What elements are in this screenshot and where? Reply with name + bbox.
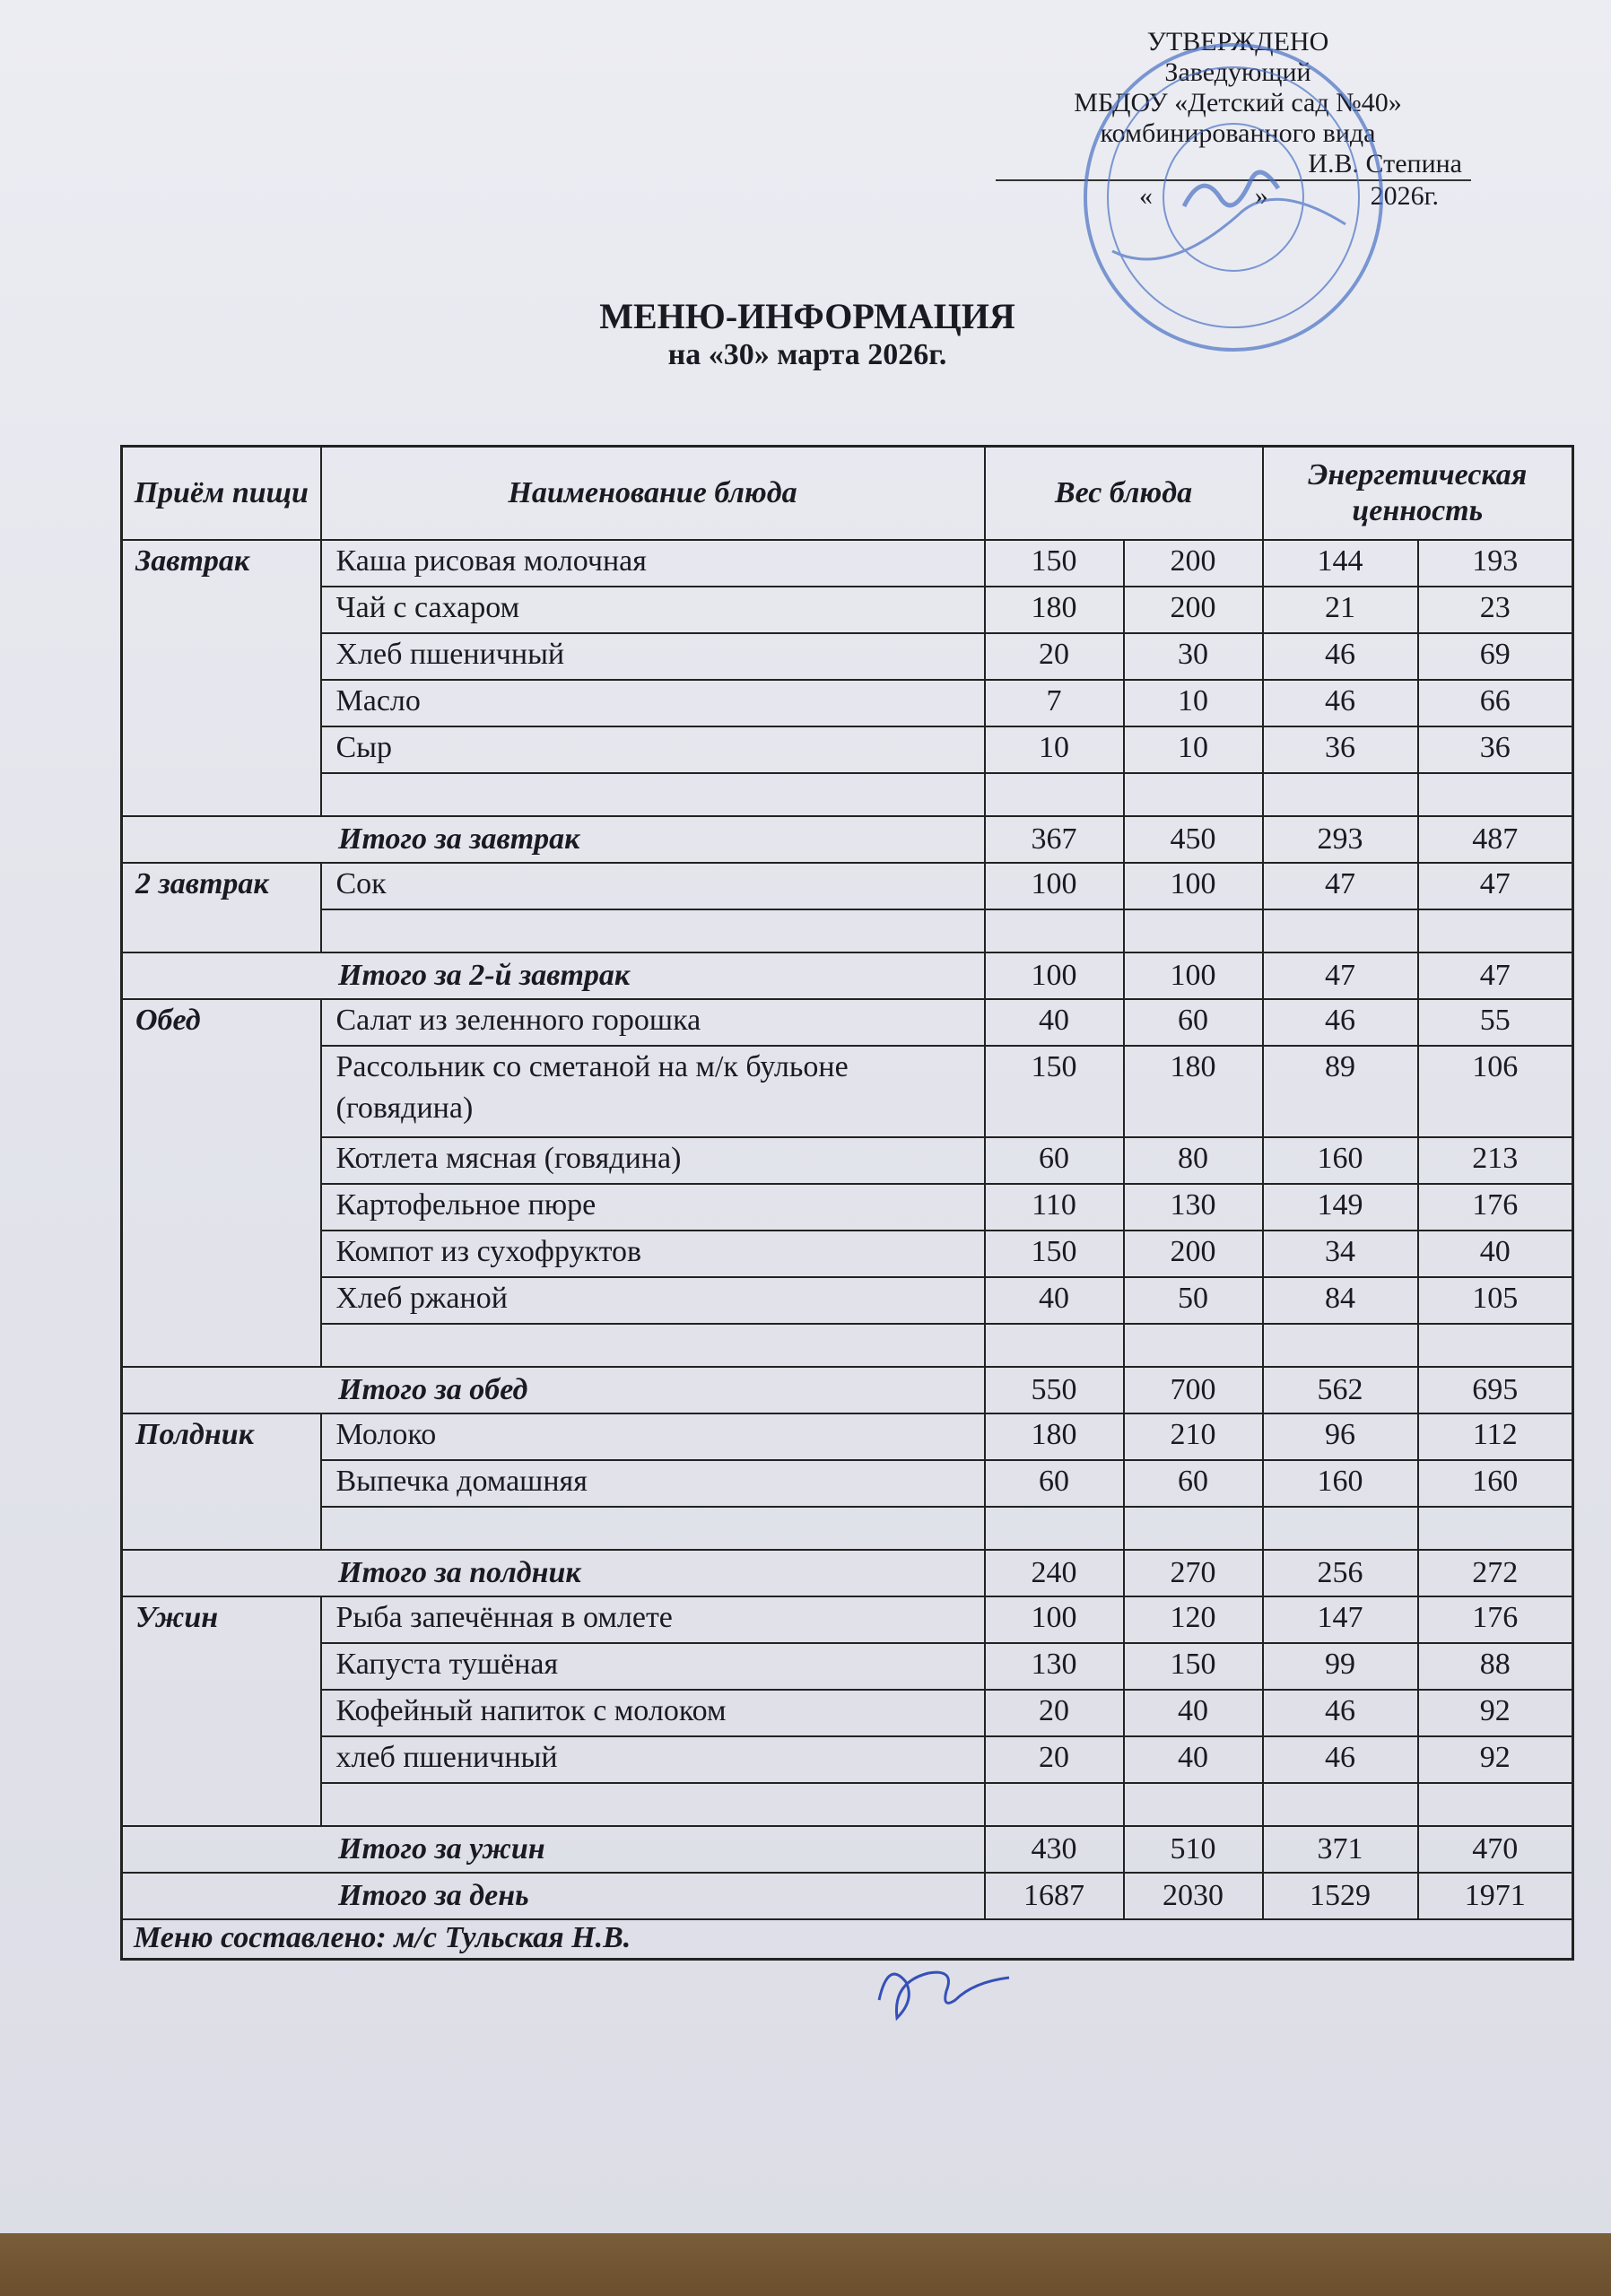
approval-date-open: « bbox=[1139, 181, 1153, 211]
blank-cell bbox=[1124, 1783, 1263, 1826]
dish-e2: 92 bbox=[1418, 1690, 1573, 1736]
dish-w2: 100 bbox=[1124, 863, 1263, 909]
meal-name: Завтрак bbox=[122, 540, 321, 816]
dish-name: Капуста тушёная bbox=[321, 1643, 985, 1690]
dish-name: Хлеб пшеничный bbox=[321, 633, 985, 680]
blank-cell bbox=[321, 1783, 985, 1826]
dish-w1: 40 bbox=[985, 999, 1124, 1046]
table-row bbox=[122, 1046, 1573, 1137]
dish-name: Картофельное пюре bbox=[321, 1184, 985, 1231]
blank-row bbox=[122, 909, 1573, 952]
col-header-meal: Приём пищи bbox=[122, 447, 321, 540]
dish-w2: 60 bbox=[1124, 1460, 1263, 1507]
dish-e1: 160 bbox=[1263, 1137, 1418, 1184]
dish-w1: 10 bbox=[985, 726, 1124, 773]
total-w2: 510 bbox=[1124, 1826, 1263, 1873]
blank-cell bbox=[985, 773, 1124, 816]
dish-e2: 176 bbox=[1418, 1184, 1573, 1231]
dish-e1: 89 bbox=[1263, 1046, 1418, 1137]
dish-e1: 21 bbox=[1263, 587, 1418, 633]
meal-name: Обед bbox=[122, 999, 321, 1367]
approval-date-year: 2026г. bbox=[1370, 181, 1439, 211]
blank-cell bbox=[1418, 1324, 1573, 1367]
total-e1: 371 bbox=[1263, 1826, 1418, 1873]
meal-name: Полдник bbox=[122, 1413, 321, 1550]
dish-w2: 130 bbox=[1124, 1184, 1263, 1231]
dish-w2: 120 bbox=[1124, 1596, 1263, 1643]
dish-w2: 180 bbox=[1124, 1046, 1263, 1137]
meal-name: Ужин bbox=[122, 1596, 321, 1826]
blank-cell bbox=[985, 909, 1124, 952]
table-row bbox=[122, 1413, 1573, 1460]
table-row bbox=[122, 540, 1573, 587]
dish-e1: 46 bbox=[1263, 1690, 1418, 1736]
col-header-weight: Вес блюда bbox=[985, 447, 1263, 540]
day-total-w1: 1687 bbox=[985, 1873, 1124, 1919]
dish-e2: 69 bbox=[1418, 633, 1573, 680]
approval-date-day: » bbox=[1254, 181, 1268, 211]
dish-w1: 180 bbox=[985, 587, 1124, 633]
section-total-label: Итого за обед bbox=[122, 1367, 985, 1413]
dish-w1: 150 bbox=[985, 540, 1124, 587]
table-row bbox=[122, 633, 1573, 680]
dish-w1: 60 bbox=[985, 1137, 1124, 1184]
total-e2: 487 bbox=[1418, 816, 1573, 863]
dish-w2: 150 bbox=[1124, 1643, 1263, 1690]
dish-e1: 84 bbox=[1263, 1277, 1418, 1324]
dish-name: Масло bbox=[321, 680, 985, 726]
col-header-energy: Энергетическая ценность bbox=[1263, 447, 1573, 540]
table-row bbox=[122, 1184, 1573, 1231]
total-w2: 100 bbox=[1124, 952, 1263, 999]
total-w2: 450 bbox=[1124, 816, 1263, 863]
blank-cell bbox=[985, 1783, 1124, 1826]
dish-e2: 193 bbox=[1418, 540, 1573, 587]
section-total-label: Итого за 2-й завтрак bbox=[122, 952, 985, 999]
dish-e2: 213 bbox=[1418, 1137, 1573, 1184]
dish-name: Чай с сахаром bbox=[321, 587, 985, 633]
dish-e2: 106 bbox=[1418, 1046, 1573, 1137]
dish-name: Молоко bbox=[321, 1413, 985, 1460]
dish-w2: 200 bbox=[1124, 540, 1263, 587]
section-total-row bbox=[122, 1826, 1573, 1873]
table-row bbox=[122, 1460, 1573, 1507]
dish-w2: 40 bbox=[1124, 1736, 1263, 1783]
dish-w2: 60 bbox=[1124, 999, 1263, 1046]
dish-name: хлеб пшеничный bbox=[321, 1736, 985, 1783]
blank-cell bbox=[1418, 773, 1573, 816]
blank-cell bbox=[1124, 909, 1263, 952]
dish-e1: 46 bbox=[1263, 680, 1418, 726]
dish-name: Каша рисовая молочная bbox=[321, 540, 985, 587]
dish-w2: 200 bbox=[1124, 587, 1263, 633]
dish-e1: 144 bbox=[1263, 540, 1418, 587]
dish-name: Сок bbox=[321, 863, 985, 909]
dish-w1: 60 bbox=[985, 1460, 1124, 1507]
table-row bbox=[122, 1736, 1573, 1783]
dish-w2: 80 bbox=[1124, 1137, 1263, 1184]
dish-e2: 112 bbox=[1418, 1413, 1573, 1460]
title-block bbox=[448, 296, 1166, 373]
blank-row bbox=[122, 1783, 1573, 1826]
dish-e2: 176 bbox=[1418, 1596, 1573, 1643]
dish-e1: 149 bbox=[1263, 1184, 1418, 1231]
section-total-label: Итого за полдник bbox=[122, 1550, 985, 1596]
dish-e1: 147 bbox=[1263, 1596, 1418, 1643]
dish-name: Рассольник со сметаной на м/к бульоне (говядина) bbox=[321, 1046, 985, 1137]
day-total-row bbox=[122, 1873, 1573, 1919]
dish-w1: 180 bbox=[985, 1413, 1124, 1460]
dish-w2: 210 bbox=[1124, 1413, 1263, 1460]
meal-name: 2 завтрак bbox=[122, 863, 321, 952]
dish-name: Хлеб ржаной bbox=[321, 1277, 985, 1324]
dish-e2: 160 bbox=[1418, 1460, 1573, 1507]
dish-w2: 50 bbox=[1124, 1277, 1263, 1324]
total-e1: 256 bbox=[1263, 1550, 1418, 1596]
table-row bbox=[122, 1231, 1573, 1277]
dish-e2: 36 bbox=[1418, 726, 1573, 773]
day-total-e2: 1971 bbox=[1418, 1873, 1573, 1919]
dish-e1: 96 bbox=[1263, 1413, 1418, 1460]
dish-e1: 46 bbox=[1263, 999, 1418, 1046]
total-w1: 100 bbox=[985, 952, 1124, 999]
blank-cell bbox=[1124, 773, 1263, 816]
approval-block bbox=[1005, 27, 1471, 212]
dish-e1: 46 bbox=[1263, 1736, 1418, 1783]
page-title: МЕНЮ-ИНФОРМАЦИЯ bbox=[599, 296, 1015, 336]
page-subtitle: на «30» марта 2026г. bbox=[667, 338, 947, 371]
blank-cell bbox=[1263, 1324, 1418, 1367]
dish-w2: 30 bbox=[1124, 633, 1263, 680]
blank-cell bbox=[1418, 909, 1573, 952]
dish-w1: 20 bbox=[985, 1736, 1124, 1783]
approval-org-line1: МБДОУ «Детский сад №40» bbox=[1074, 88, 1402, 117]
blank-row bbox=[122, 1324, 1573, 1367]
table-row bbox=[122, 1690, 1573, 1736]
day-total-label: Итого за день bbox=[122, 1873, 985, 1919]
dish-e2: 23 bbox=[1418, 587, 1573, 633]
dish-w1: 20 bbox=[985, 1690, 1124, 1736]
table-row bbox=[122, 1277, 1573, 1324]
dish-name: Рыба запечённая в омлете bbox=[321, 1596, 985, 1643]
total-w1: 430 bbox=[985, 1826, 1124, 1873]
blank-cell bbox=[1418, 1507, 1573, 1550]
approval-date bbox=[1005, 181, 1471, 212]
total-e1: 293 bbox=[1263, 816, 1418, 863]
blank-row bbox=[122, 773, 1573, 816]
section-total-row bbox=[122, 1367, 1573, 1413]
blank-cell bbox=[1124, 1507, 1263, 1550]
dish-e2: 105 bbox=[1418, 1277, 1573, 1324]
dish-e2: 55 bbox=[1418, 999, 1573, 1046]
table-row bbox=[122, 1643, 1573, 1690]
menu-table bbox=[120, 445, 1574, 1961]
table-row bbox=[122, 726, 1573, 773]
total-e2: 47 bbox=[1418, 952, 1573, 999]
dish-w1: 7 bbox=[985, 680, 1124, 726]
dish-e1: 46 bbox=[1263, 633, 1418, 680]
blank-cell bbox=[1263, 773, 1418, 816]
section-total-row bbox=[122, 816, 1573, 863]
day-total-e1: 1529 bbox=[1263, 1873, 1418, 1919]
dish-w1: 110 bbox=[985, 1184, 1124, 1231]
day-total-w2: 2030 bbox=[1124, 1873, 1263, 1919]
table-header-row bbox=[122, 447, 1573, 540]
dish-name: Компот из сухофруктов bbox=[321, 1231, 985, 1277]
dish-e2: 47 bbox=[1418, 863, 1573, 909]
total-e2: 470 bbox=[1418, 1826, 1573, 1873]
total-w1: 367 bbox=[985, 816, 1124, 863]
blank-cell bbox=[1124, 1324, 1263, 1367]
dish-w1: 150 bbox=[985, 1046, 1124, 1137]
dish-e1: 99 bbox=[1263, 1643, 1418, 1690]
dish-e1: 160 bbox=[1263, 1460, 1418, 1507]
blank-cell bbox=[1418, 1783, 1573, 1826]
dish-name: Кофейный напиток с молоком bbox=[321, 1690, 985, 1736]
table-row bbox=[122, 587, 1573, 633]
dish-name: Сыр bbox=[321, 726, 985, 773]
total-w2: 270 bbox=[1124, 1550, 1263, 1596]
dish-w1: 40 bbox=[985, 1277, 1124, 1324]
blank-cell bbox=[321, 909, 985, 952]
dish-w1: 20 bbox=[985, 633, 1124, 680]
section-total-label: Итого за завтрак bbox=[122, 816, 985, 863]
approval-org-line2: комбинированного вида bbox=[1100, 118, 1376, 148]
dish-w2: 40 bbox=[1124, 1690, 1263, 1736]
dish-name: Котлета мясная (говядина) bbox=[321, 1137, 985, 1184]
dish-e1: 34 bbox=[1263, 1231, 1418, 1277]
table-row bbox=[122, 999, 1573, 1046]
dish-w2: 10 bbox=[1124, 726, 1263, 773]
floor-background bbox=[0, 2233, 1611, 2296]
total-e1: 562 bbox=[1263, 1367, 1418, 1413]
total-w1: 240 bbox=[985, 1550, 1124, 1596]
dish-name: Выпечка домашняя bbox=[321, 1460, 985, 1507]
dish-e1: 47 bbox=[1263, 863, 1418, 909]
dish-w1: 130 bbox=[985, 1643, 1124, 1690]
total-w2: 700 bbox=[1124, 1367, 1263, 1413]
col-header-dish: Наименование блюда bbox=[321, 447, 985, 540]
table-row bbox=[122, 1596, 1573, 1643]
dish-w1: 100 bbox=[985, 1596, 1124, 1643]
dish-e1: 36 bbox=[1263, 726, 1418, 773]
dish-e2: 92 bbox=[1418, 1736, 1573, 1783]
table-row bbox=[122, 1137, 1573, 1184]
menu-table-body bbox=[122, 540, 1573, 1873]
total-w1: 550 bbox=[985, 1367, 1124, 1413]
dish-e2: 40 bbox=[1418, 1231, 1573, 1277]
blank-cell bbox=[321, 1507, 985, 1550]
approval-signer: И.В. Степина bbox=[996, 149, 1471, 181]
table-row bbox=[122, 680, 1573, 726]
table-row bbox=[122, 863, 1573, 909]
blank-row bbox=[122, 1507, 1573, 1550]
total-e2: 272 bbox=[1418, 1550, 1573, 1596]
blank-cell bbox=[321, 773, 985, 816]
approval-status: УТВЕРЖДЕНО bbox=[1146, 27, 1329, 57]
dish-w2: 200 bbox=[1124, 1231, 1263, 1277]
total-e1: 47 bbox=[1263, 952, 1418, 999]
dish-w2: 10 bbox=[1124, 680, 1263, 726]
dish-name: Салат из зеленного горошка bbox=[321, 999, 985, 1046]
section-total-row bbox=[122, 1550, 1573, 1596]
approval-position: Заведующий bbox=[1164, 57, 1311, 87]
blank-cell bbox=[985, 1507, 1124, 1550]
blank-cell bbox=[1263, 1783, 1418, 1826]
blank-cell bbox=[1263, 909, 1418, 952]
dish-w1: 150 bbox=[985, 1231, 1124, 1277]
footer-row bbox=[122, 1919, 1573, 1960]
blank-cell bbox=[1263, 1507, 1418, 1550]
dish-w1: 100 bbox=[985, 863, 1124, 909]
blank-cell bbox=[321, 1324, 985, 1367]
dish-e2: 66 bbox=[1418, 680, 1573, 726]
section-total-row bbox=[122, 952, 1573, 999]
section-total-label: Итого за ужин bbox=[122, 1826, 985, 1873]
total-e2: 695 bbox=[1418, 1367, 1573, 1413]
dish-e2: 88 bbox=[1418, 1643, 1573, 1690]
footer-compiled-by: Меню составлено: м/с Тульская Н.В. bbox=[122, 1919, 1573, 1960]
blank-cell bbox=[985, 1324, 1124, 1367]
